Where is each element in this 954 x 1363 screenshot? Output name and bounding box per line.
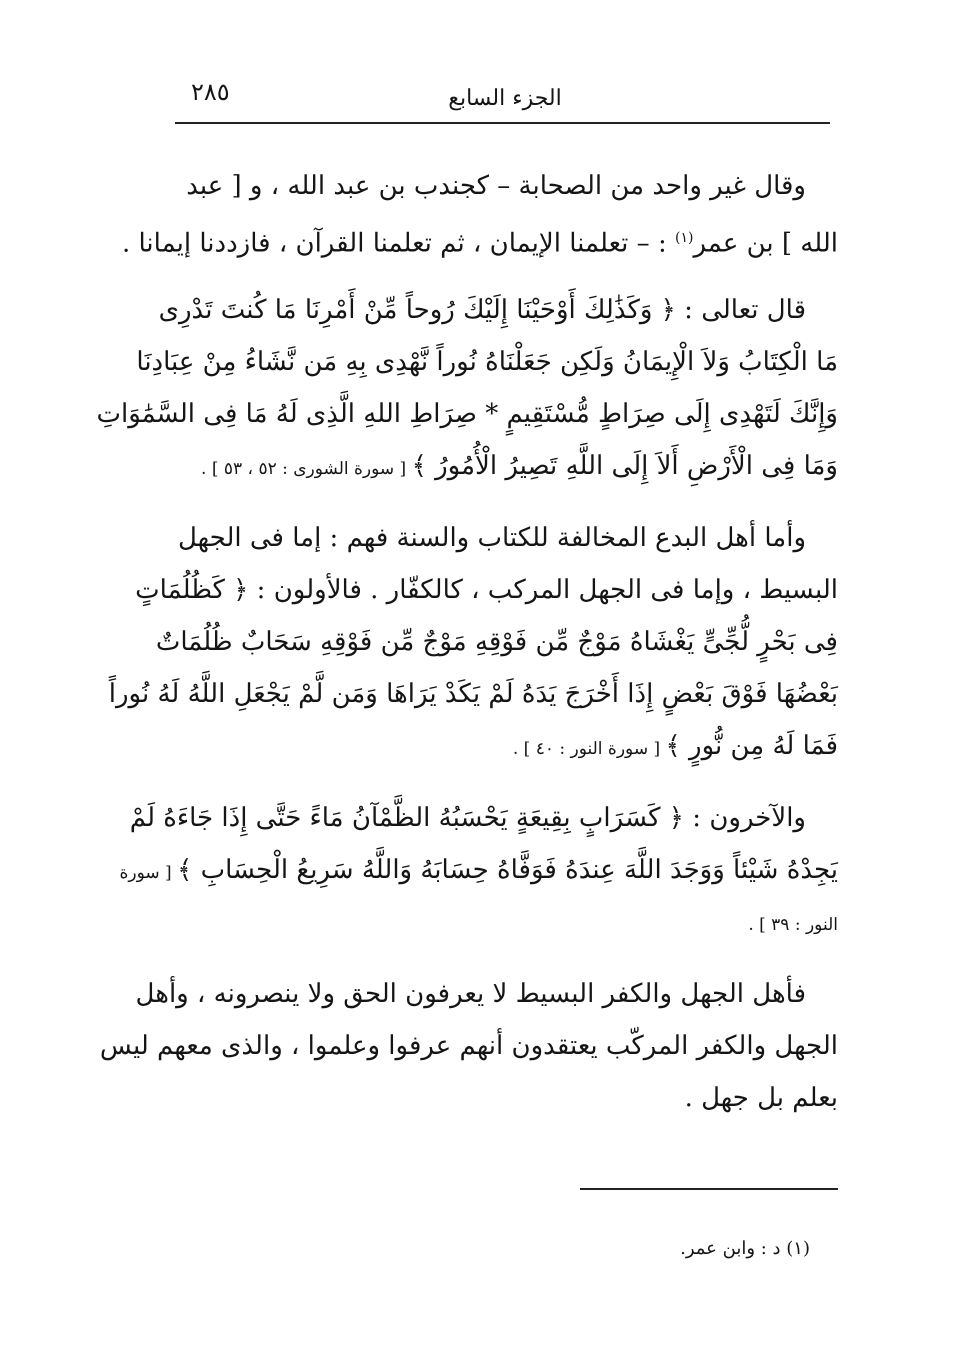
text-line: فأهل الجهل والكفر البسيط لا يعرفون الحق ولا ينصرونه ، وأهل [135, 979, 806, 1009]
page-header [175, 72, 830, 124]
paragraph-gap [182, 264, 838, 284]
text-segment: : – تعلمنا الإيمان ، ثم تعلمنا القرآن ، فازددنا إيمانا . [121, 228, 675, 259]
text-line: الجهل والكفر المركّب يعتقدون أنهم عرفوا وعلموا ، والذى معهم ليس [99, 1031, 838, 1061]
text-line: وقال غير واحد من الصحابة – كجندب بن عبد الله ، و [ عبد [186, 171, 806, 201]
text-line: بَعْضُهَا فَوْقَ بَعْضٍ إِذَا أَخْرَجَ يَدَهُ لَمْ يَكَدْ يَرَاهَا وَمَن لَّمْ يَجْعَلِ اللَّهُ لَهُ نُوراً [108, 679, 838, 709]
paragraph-1 [121, 160, 838, 264]
text-line: وَإِنَّكَ لَتَهْدِى إِلَى صِرَاطٍ مُّسْتَقِيمٍ * صِرَاطِ اللهِ الَّذِى لَهُ مَا فِى السَّمَٰوَاتِ [96, 399, 838, 429]
text-line [121, 212, 838, 264]
text-segment: يَجِدْهُ شَيْئاً وَوَجَدَ اللَّهَ عِندَهُ فَوَفَّاهُ حِسَابَهُ وَاللَّهُ سَرِيعُ الْحِسَابِ ﴾ [177, 855, 838, 885]
text-line [119, 844, 838, 896]
sura-reference: [ سورة الشورى : ٥٢ ، ٥٣ ] . [201, 459, 412, 479]
header-rule [175, 122, 830, 124]
paragraph-gap [182, 492, 838, 512]
paragraph-5 [99, 968, 838, 1124]
text-line [182, 440, 838, 492]
text-line: مَا الْكِتَابُ وَلاَ الْإِيمَانُ وَلَكِن جَعَلْنَاهُ نُوراً نَّهْدِى بِهِ مَن نَّشَاءُ مِنْ عِبَادِنَا [136, 347, 838, 377]
paragraph-gap [182, 772, 838, 792]
page-number: ٢٨٥ [191, 78, 230, 106]
sura-reference: [ سورة [119, 863, 178, 883]
paragraph-3 [108, 512, 838, 772]
sura-reference: النور : ٣٩ ] . [748, 915, 838, 935]
text-line [182, 896, 838, 948]
text-line: البسيط ، وإما فى الجهل المركب ، كالكفّار . فالأولون : ﴿ كَظُلُمَاتٍ [135, 575, 838, 605]
running-head: الجزء السابع [448, 86, 562, 111]
text-line: فِى بَحْرٍ لُّجِّىٍّ يَغْشَاهُ مَوْجٌ مِّن فَوْقِهِ مَوْجٌ مِّن فَوْقِهِ سَحَابٌ ظُلُمَاتٌ [155, 627, 838, 657]
text-line: قال تعالى : ﴿ وَكَذَٰلِكَ أَوْحَيْنَا إِلَيْكَ رُوحاً مِّنْ أَمْرِنَا مَا كُنتَ تَدْرِى [158, 295, 806, 325]
paragraph-2 [96, 284, 838, 492]
footnote-rule [580, 1188, 838, 1190]
text-line [182, 720, 838, 772]
paragraph-gap [182, 948, 838, 968]
text-line: بعلم بل جهل . [684, 1083, 838, 1113]
paragraph-4 [119, 792, 838, 948]
text-segment: الله ] بن عمر [693, 228, 838, 259]
footnote-marker: (١) [674, 230, 694, 246]
sura-reference: [ سورة النور : ٤٠ ] . [512, 739, 666, 759]
text-segment: فَمَا لَهُ مِن نُّورٍ ﴾ [665, 731, 838, 761]
footnote: (١) د : وابن عمر. [680, 1238, 810, 1259]
text-line: والآخرون : ﴿ كَسَرَابٍ بِقِيعَةٍ يَحْسَبُهُ الظَّمْآنُ مَاءً حَتَّى إِذَا جَاءَهُ لَمْ [129, 803, 806, 833]
main-text [96, 160, 838, 1124]
text-segment: وَمَا فِى الْأَرْضِ أَلاَ إِلَى اللَّهِ تَصِيرُ الْأُمُورُ ﴾ [411, 451, 838, 481]
text-line: وأما أهل البدع المخالفة للكتاب والسنة فهم : إما فى الجهل [177, 523, 806, 553]
